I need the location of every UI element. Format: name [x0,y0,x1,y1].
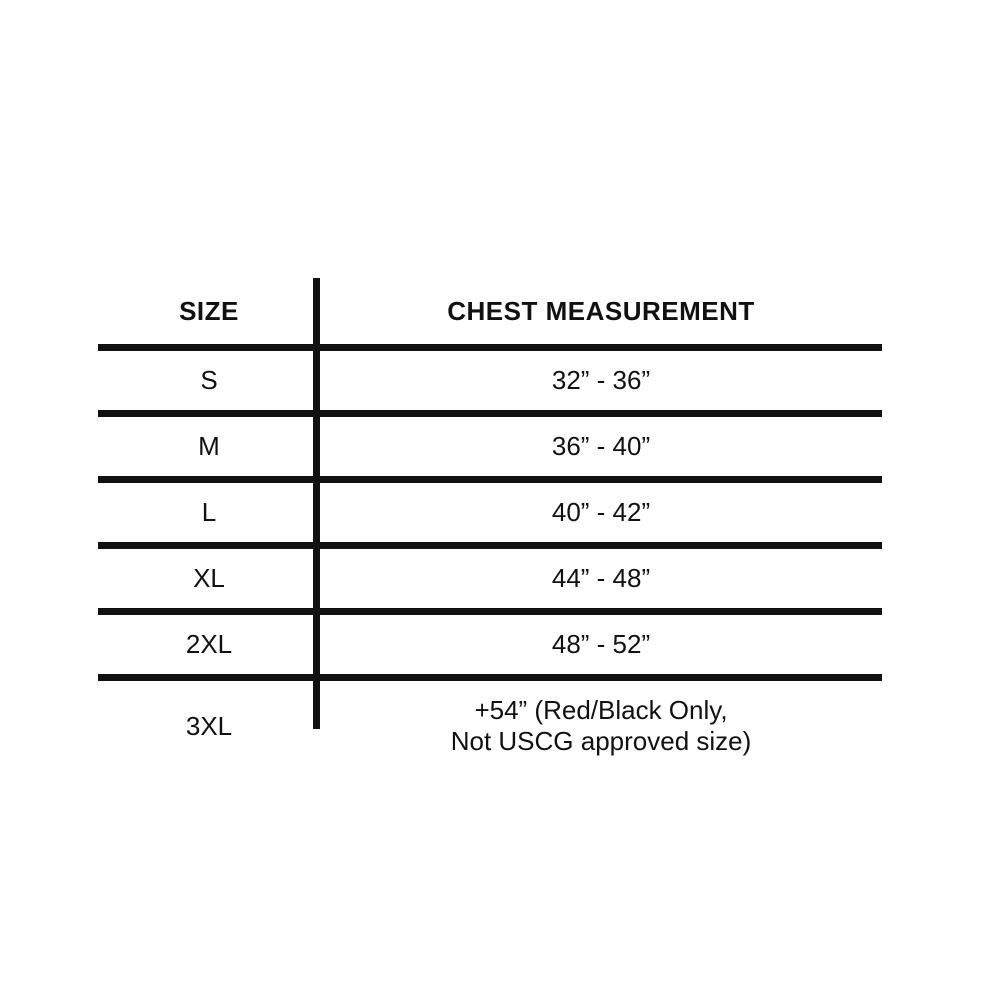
size-chart [98,278,882,771]
table-row [98,414,882,480]
cell-chest: 32” - 36” [320,348,882,414]
size-chart-table [98,278,882,771]
cell-size: 2XL [98,612,320,678]
cell-size: XL [98,546,320,612]
table-row [98,678,882,772]
table-row [98,612,882,678]
cell-chest-line-2: Not USCG approved size) [450,726,752,756]
cell-chest: 40” - 42” [320,480,882,546]
cell-size: 3XL [185,710,233,741]
table-row [98,480,882,546]
cell-chest [320,678,882,772]
table-header-row [98,278,882,348]
cell-size: S [98,348,320,414]
cell-chest-line-1: +54” (Red/Black Only, [474,695,728,725]
table-row [98,348,882,414]
column-header-size: SIZE [98,278,320,348]
column-header-chest: CHEST MEASUREMENT [320,278,882,348]
cell-size: L [98,480,320,546]
cell-chest: 36” - 40” [320,414,882,480]
column-divider [313,278,320,729]
cell-size: M [98,414,320,480]
cell-chest: 44” - 48” [320,546,882,612]
cell-chest: 48” - 52” [320,612,882,678]
table-row [98,546,882,612]
